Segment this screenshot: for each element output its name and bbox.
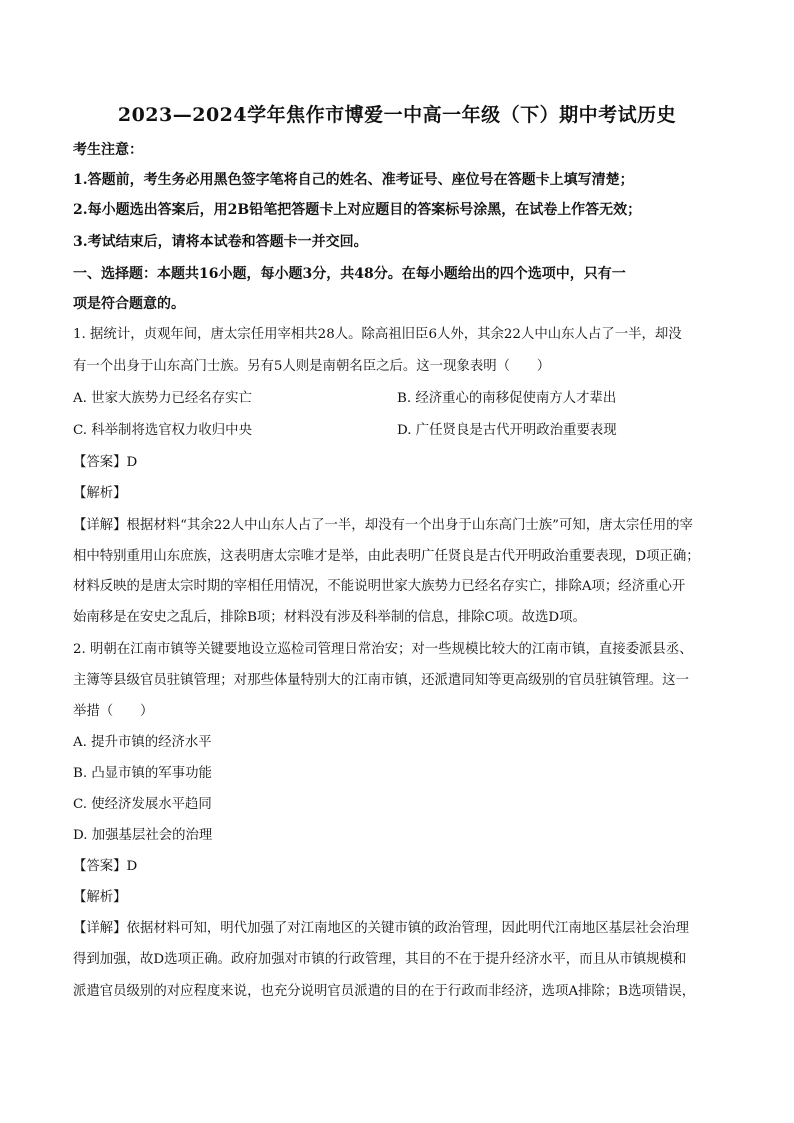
q1-detail-line-1: 【详解】根据材料“其余22人中山东人占了一半，却没有一个出身于山东高门士族”可知，唐太宗任用的宰 — [73, 518, 693, 533]
q1-detail-line-3: 材料反映的是唐太宗时期的宰相任用情况，不能说明世家大族势力已经名存实亡，排除A项；经济重心开 — [73, 579, 686, 594]
q1-analysis-label: 【解析】 — [73, 486, 127, 501]
q1-option-a: A. 世家大族势力已经名存实亡 — [73, 391, 252, 406]
notice-item-1: 1.答题前，考生务必用黑色签字笔将自己的姓名、准考证号、座位号在答题卡上填写清楚； — [73, 172, 634, 188]
q2-analysis-label: 【解析】 — [73, 890, 127, 905]
q2-option-b: B. 凸显市镇的军事功能 — [73, 766, 212, 781]
q1-detail-line-4: 始南移是在安史之乱后，排除B项；材料没有涉及科举制的信息，排除C项。故选D项。 — [73, 610, 586, 625]
q1-option-b: B. 经济重心的南移促使南方人才辈出 — [397, 391, 617, 406]
q2-stem-line-1: 2. 明朝在江南市镇等关键要地设立巡检司管理日常治安；对一些规模比较大的江南市镇，直接委派县丞、 — [73, 642, 693, 657]
notice-item-3: 3.考试结束后，请将本试卷和答题卡一并交回。 — [73, 234, 368, 250]
q2-stem-line-2: 主簿等县级官员驻镇管理；对那些体量特别大的江南市镇，还派遣同知等更高级别的官员驻镇管理。这一 — [73, 673, 689, 688]
page-title: 2023—2024学年焦作市博爱一中高一年级（下）期中考试历史 — [117, 104, 677, 126]
notice-heading: 考生注意： — [73, 142, 143, 158]
q2-detail-line-2: 得到加强，故D选项正确。政府加强对市镇的行政管理，其目的不在于提升经济水平，而且从市镇规模和 — [73, 952, 687, 967]
q2-stem-line-3: 举措（ ） — [73, 704, 154, 719]
q1-answer: 【答案】D — [73, 455, 138, 470]
section-heading-line-1: 一、选择题：本题共16小题，每小题3分，共48分。在每小题给出的四个选项中，只有一 — [73, 266, 626, 282]
q2-detail-line-3: 派遣官员级别的对应程度来说，也充分说明官员派遣的目的在于行政而非经济，选项A排除；B选项错误， — [73, 984, 696, 999]
q1-detail-line-2: 相中特别重用山东庶族，这表明唐太宗唯才是举，由此表明广任贤良是古代开明政治重要表现，D项正确； — [73, 549, 700, 564]
q2-detail-line-1: 【详解】依据材料可知，明代加强了对江南地区的关键市镇的政治管理，因此明代江南地区基层社会治理 — [73, 921, 689, 936]
q1-stem-line-2: 有一个出身于山东高门士族。另有5人则是南朝名臣之后。这一现象表明（ ） — [73, 359, 551, 374]
q1-stem-line-1: 1. 据统计，贞观年间，唐太宗任用宰相共28人。除高祖旧臣6人外，其余22人中山东人占了一半，却没 — [73, 327, 682, 342]
q2-answer: 【答案】D — [73, 859, 138, 874]
q1-option-c: C. 科举制将选官权力收归中央 — [73, 423, 252, 438]
q1-option-d: D. 广任贤良是古代开明政治重要表现 — [397, 423, 617, 438]
notice-item-2: 2.每小题选出答案后，用2B铅笔把答题卡上对应题目的答案标号涂黑，在试卷上作答无效； — [73, 202, 642, 218]
section-heading-line-2: 项是符合题意的。 — [73, 296, 185, 312]
q2-option-d: D. 加强基层社会的治理 — [73, 828, 213, 843]
q2-option-c: C. 使经济发展水平趋同 — [73, 797, 212, 812]
q2-option-a: A. 提升市镇的经济水平 — [73, 735, 212, 750]
